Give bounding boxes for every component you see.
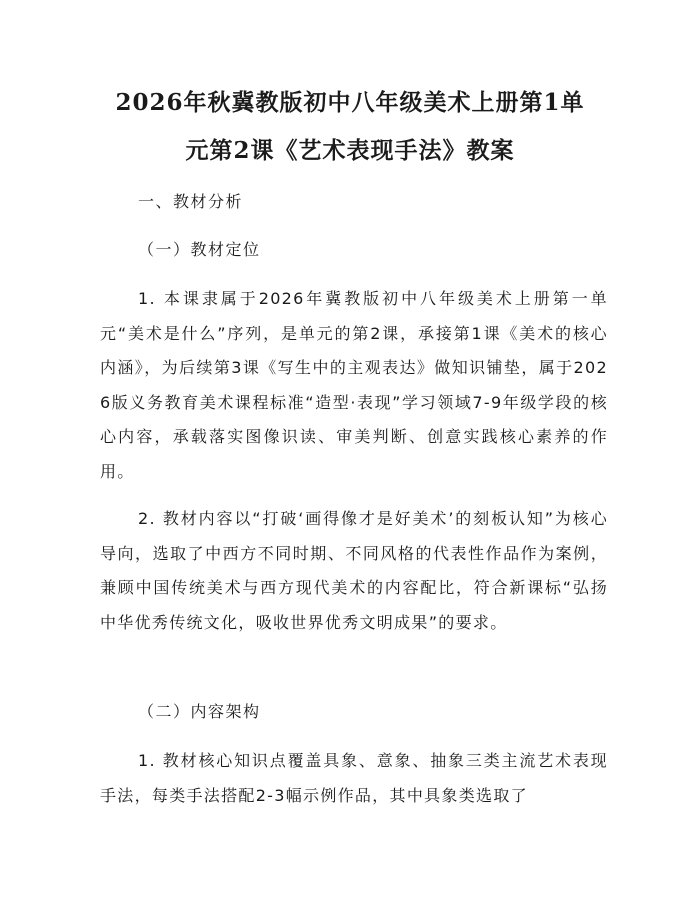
paragraph-positioning-2: 2. 教材内容以“打破‘画得像才是好美术’的刻板认知”为核心导向，选取了中西方不同时期、不同风格的代表性作品作为案例，兼顾中国传统美术与西方现代美术的内容配比，符合新课标“弘扬中华优秀传统文化，吸收世界优秀文明成果”的要求。 <box>100 509 608 632</box>
subsection-heading-textbook-positioning: （一）教材定位 <box>138 240 261 259</box>
paragraph-positioning-1: 1. 本课隶属于2026年冀教版初中八年级美术上册第一单元“美术是什么”序列，是单元的第2课，承接第1课《美术的核心内涵》，为后续第3课《写生中的主观表达》做知识铺垫，属于2026版义务教育美术课程标准“造型·表现”学习领域7-9年级学段的核心内容，承载落实图像识读、审美判断、创意实践核心素养的作用。 <box>100 289 608 481</box>
subsection-heading-content-structure: （二）内容架构 <box>138 702 261 721</box>
paragraph-structure-1: 1. 教材核心知识点覆盖具象、意象、抽象三类主流艺术表现手法，每类手法搭配2-3幅示例作品，其中具象类选取了 <box>100 751 608 805</box>
document-title-line-1: 2026年秋冀教版初中八年级美术上册第1单 <box>115 89 585 116</box>
section-heading-textbook-analysis: 一、教材分析 <box>138 192 244 211</box>
document-title-line-2: 元第2课《艺术表现手法》教案 <box>185 137 515 164</box>
